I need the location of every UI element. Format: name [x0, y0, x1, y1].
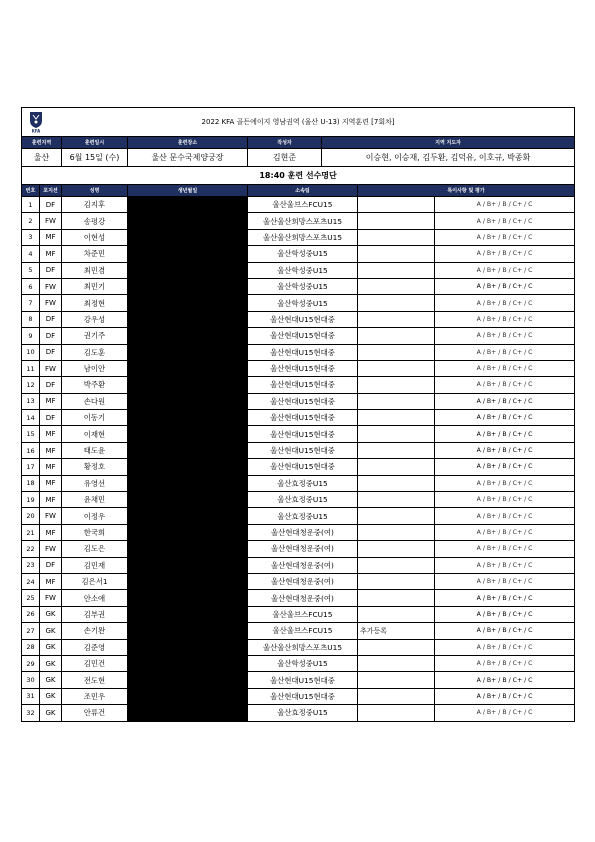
player-name: 박주환 [62, 377, 128, 393]
player-name: 최민기 [62, 278, 128, 294]
player-name: 전도현 [62, 672, 128, 688]
player-dob-redacted [128, 508, 248, 524]
player-name: 송평강 [62, 213, 128, 229]
col-header-position: 포지션 [40, 185, 62, 197]
player-team: 울산효정중U15 [248, 705, 358, 721]
player-eval-scale: A / B+ / B / C+ / C [435, 541, 575, 557]
player-name: 안류건 [62, 705, 128, 721]
player-name: 김준영 [62, 639, 128, 655]
page-title: 2022 KFA 골든에이지 영남권역 (울산 U-13) 지역훈련 [7회차] [201, 118, 395, 126]
player-position: MF [40, 524, 62, 540]
player-name: 윤채민 [62, 492, 128, 508]
player-number: 30 [22, 672, 40, 688]
player-team: 울산울브스FCU15 [248, 197, 358, 213]
player-name: 김은서1 [62, 573, 128, 589]
player-position: MF [40, 426, 62, 442]
player-position: MF [40, 246, 62, 262]
player-number: 12 [22, 377, 40, 393]
list-header-row [22, 185, 575, 197]
player-name: 김민건 [62, 655, 128, 671]
player-dob-redacted [128, 426, 248, 442]
player-name: 안소애 [62, 590, 128, 606]
table-row [22, 410, 575, 426]
table-row [22, 360, 575, 376]
player-team: 울산현대U15현대중 [248, 442, 358, 458]
player-eval-scale: A / B+ / B / C+ / C [435, 377, 575, 393]
player-note [358, 672, 435, 688]
player-number: 28 [22, 639, 40, 655]
table-row [22, 705, 575, 721]
table-row [22, 492, 575, 508]
player-number: 32 [22, 705, 40, 721]
table-row [22, 672, 575, 688]
player-number: 2 [22, 213, 40, 229]
player-note [358, 573, 435, 589]
player-team: 울산학성중U15 [248, 246, 358, 262]
table-row [22, 393, 575, 409]
player-position: GK [40, 688, 62, 704]
player-dob-redacted [128, 623, 248, 639]
player-position: GK [40, 705, 62, 721]
player-note [358, 344, 435, 360]
player-position: FW [40, 541, 62, 557]
player-position: DF [40, 262, 62, 278]
player-name: 차준민 [62, 246, 128, 262]
table-row [22, 688, 575, 704]
player-eval-scale: A / B+ / B / C+ / C [435, 410, 575, 426]
col-header-dob: 생년월일 [128, 185, 248, 197]
player-team: 울산현대U15현대중 [248, 410, 358, 426]
player-position: FW [40, 508, 62, 524]
session-title: 18:40 훈련 선수명단 [22, 167, 575, 185]
player-name: 최민겸 [62, 262, 128, 278]
info-author: 김현준 [248, 149, 322, 167]
player-eval-scale: A / B+ / B / C+ / C [435, 426, 575, 442]
info-header-datetime: 훈련일시 [62, 137, 128, 149]
player-eval-scale: A / B+ / B / C+ / C [435, 590, 575, 606]
player-eval-scale: A / B+ / B / C+ / C [435, 229, 575, 245]
table-row [22, 229, 575, 245]
col-header-no: 번호 [22, 185, 40, 197]
player-dob-redacted [128, 246, 248, 262]
player-eval-scale: A / B+ / B / C+ / C [435, 197, 575, 213]
player-note [358, 278, 435, 294]
player-eval-scale: A / B+ / B / C+ / C [435, 705, 575, 721]
player-team: 울산현대청운중(여) [248, 590, 358, 606]
player-position: GK [40, 655, 62, 671]
player-note [358, 508, 435, 524]
player-eval-scale: A / B+ / B / C+ / C [435, 557, 575, 573]
player-dob-redacted [128, 639, 248, 655]
col-header-team: 소속팀 [248, 185, 358, 197]
player-name: 김부권 [62, 606, 128, 622]
player-note [358, 328, 435, 344]
player-number: 4 [22, 246, 40, 262]
player-dob-redacted [128, 197, 248, 213]
player-number: 18 [22, 475, 40, 491]
player-note [358, 410, 435, 426]
player-number: 31 [22, 688, 40, 704]
player-dob-redacted [128, 328, 248, 344]
player-eval-scale: A / B+ / B / C+ / C [435, 344, 575, 360]
col-header-notes: 특이사항 및 평가 [358, 185, 575, 197]
table-row [22, 344, 575, 360]
player-number: 9 [22, 328, 40, 344]
player-team: 울산현대U15현대중 [248, 393, 358, 409]
player-team: 울산울산희망스포츠U15 [248, 639, 358, 655]
player-dob-redacted [128, 492, 248, 508]
player-dob-redacted [128, 393, 248, 409]
player-dob-redacted [128, 573, 248, 589]
table-row [22, 655, 575, 671]
player-eval-scale: A / B+ / B / C+ / C [435, 442, 575, 458]
col-header-name: 성명 [62, 185, 128, 197]
player-number: 7 [22, 295, 40, 311]
player-team: 울산현대U15현대중 [248, 459, 358, 475]
player-note [358, 606, 435, 622]
player-team: 울산현대청운중(여) [248, 573, 358, 589]
player-team: 울산울브스FCU15 [248, 623, 358, 639]
player-dob-redacted [128, 262, 248, 278]
player-number: 5 [22, 262, 40, 278]
player-team: 울산학성중U15 [248, 655, 358, 671]
player-name: 손기완 [62, 623, 128, 639]
table-row [22, 311, 575, 327]
player-name: 이동기 [62, 410, 128, 426]
info-header-author: 작성자 [248, 137, 322, 149]
table-row [22, 426, 575, 442]
player-name: 조민우 [62, 688, 128, 704]
player-name: 강우성 [62, 311, 128, 327]
player-position: MF [40, 229, 62, 245]
player-eval-scale: A / B+ / B / C+ / C [435, 328, 575, 344]
player-eval-scale: A / B+ / B / C+ / C [435, 672, 575, 688]
player-note [358, 655, 435, 671]
player-dob-redacted [128, 590, 248, 606]
player-note [358, 426, 435, 442]
table-row [22, 278, 575, 294]
table-row [22, 573, 575, 589]
player-eval-scale: A / B+ / B / C+ / C [435, 311, 575, 327]
player-position: DF [40, 197, 62, 213]
player-dob-redacted [128, 524, 248, 540]
player-eval-scale: A / B+ / B / C+ / C [435, 475, 575, 491]
table-row [22, 442, 575, 458]
logo-text: KFA [31, 128, 41, 133]
info-header-coaches: 지역 지도자 [322, 137, 575, 149]
player-note [358, 229, 435, 245]
player-dob-redacted [128, 377, 248, 393]
player-position: FW [40, 295, 62, 311]
player-team: 울산현대U15현대중 [248, 426, 358, 442]
player-eval-scale: A / B+ / B / C+ / C [435, 688, 575, 704]
player-number: 19 [22, 492, 40, 508]
player-position: GK [40, 639, 62, 655]
player-name: 태도윤 [62, 442, 128, 458]
player-note [358, 590, 435, 606]
player-number: 16 [22, 442, 40, 458]
table-row [22, 590, 575, 606]
player-number: 3 [22, 229, 40, 245]
player-eval-scale: A / B+ / B / C+ / C [435, 492, 575, 508]
player-number: 29 [22, 655, 40, 671]
player-dob-redacted [128, 672, 248, 688]
player-number: 14 [22, 410, 40, 426]
player-eval-scale: A / B+ / B / C+ / C [435, 459, 575, 475]
player-eval-scale: A / B+ / B / C+ / C [435, 508, 575, 524]
info-region: 울산 [22, 149, 62, 167]
player-team: 울산효정중U15 [248, 508, 358, 524]
player-team: 울산현대청운중(여) [248, 557, 358, 573]
player-note [358, 459, 435, 475]
player-note [358, 377, 435, 393]
player-note [358, 541, 435, 557]
player-note [358, 311, 435, 327]
player-dob-redacted [128, 344, 248, 360]
player-dob-redacted [128, 459, 248, 475]
player-dob-redacted [128, 295, 248, 311]
player-eval-scale: A / B+ / B / C+ / C [435, 393, 575, 409]
player-dob-redacted [128, 311, 248, 327]
title-cell [22, 108, 575, 137]
player-name: 유영선 [62, 475, 128, 491]
player-dob-redacted [128, 705, 248, 721]
player-team: 울산울브스FCU15 [248, 606, 358, 622]
player-eval-scale: A / B+ / B / C+ / C [435, 623, 575, 639]
table-row [22, 541, 575, 557]
player-note [358, 492, 435, 508]
player-team: 울산현대U15현대중 [248, 344, 358, 360]
player-number: 27 [22, 623, 40, 639]
player-team: 울산울산희망스포츠U15 [248, 229, 358, 245]
player-eval-scale: A / B+ / B / C+ / C [435, 213, 575, 229]
training-roster-sheet [21, 107, 574, 722]
player-number: 22 [22, 541, 40, 557]
player-team: 울산현대U15현대중 [248, 311, 358, 327]
player-dob-redacted [128, 688, 248, 704]
player-team: 울산현대U15현대중 [248, 377, 358, 393]
player-number: 26 [22, 606, 40, 622]
player-position: MF [40, 393, 62, 409]
player-note [358, 557, 435, 573]
player-position: DF [40, 557, 62, 573]
player-position: DF [40, 344, 62, 360]
player-position: DF [40, 328, 62, 344]
player-note [358, 639, 435, 655]
player-name: 김도은 [62, 541, 128, 557]
player-number: 23 [22, 557, 40, 573]
player-dob-redacted [128, 541, 248, 557]
player-number: 25 [22, 590, 40, 606]
player-note [358, 393, 435, 409]
player-eval-scale: A / B+ / B / C+ / C [435, 524, 575, 540]
player-position: MF [40, 442, 62, 458]
player-position: DF [40, 410, 62, 426]
player-number: 13 [22, 393, 40, 409]
player-position: FW [40, 213, 62, 229]
player-eval-scale: A / B+ / B / C+ / C [435, 262, 575, 278]
player-team: 울산효정중U15 [248, 492, 358, 508]
player-name: 한국희 [62, 524, 128, 540]
table-row [22, 459, 575, 475]
player-team: 울산현대청운중(여) [248, 524, 358, 540]
player-team: 울산현대청운중(여) [248, 541, 358, 557]
player-note [358, 295, 435, 311]
player-name: 최정현 [62, 295, 128, 311]
player-team: 울산학성중U15 [248, 262, 358, 278]
player-eval-scale: A / B+ / B / C+ / C [435, 606, 575, 622]
player-team: 울산학성중U15 [248, 295, 358, 311]
player-number: 20 [22, 508, 40, 524]
info-header-venue: 훈련장소 [128, 137, 248, 149]
player-number: 21 [22, 524, 40, 540]
table-row [22, 295, 575, 311]
player-eval-scale: A / B+ / B / C+ / C [435, 278, 575, 294]
player-position: MF [40, 492, 62, 508]
player-name: 이정우 [62, 508, 128, 524]
player-team: 울산울산희망스포츠U15 [248, 213, 358, 229]
table-row [22, 328, 575, 344]
player-position: GK [40, 606, 62, 622]
table-row [22, 508, 575, 524]
player-number: 1 [22, 197, 40, 213]
player-name: 이재현 [62, 426, 128, 442]
player-number: 15 [22, 426, 40, 442]
player-note [358, 262, 435, 278]
player-position: MF [40, 475, 62, 491]
player-note [358, 442, 435, 458]
player-team: 울산현대U15현대중 [248, 360, 358, 376]
table-row [22, 557, 575, 573]
player-eval-scale: A / B+ / B / C+ / C [435, 573, 575, 589]
player-position: MF [40, 573, 62, 589]
player-position: FW [40, 590, 62, 606]
player-number: 17 [22, 459, 40, 475]
player-note [358, 688, 435, 704]
player-name: 김민재 [62, 557, 128, 573]
player-position: GK [40, 623, 62, 639]
player-team: 울산학성중U15 [248, 278, 358, 294]
player-position: DF [40, 377, 62, 393]
player-number: 10 [22, 344, 40, 360]
player-note [358, 213, 435, 229]
player-position: DF [40, 311, 62, 327]
player-dob-redacted [128, 229, 248, 245]
player-team: 울산효정중U15 [248, 475, 358, 491]
player-dob-redacted [128, 557, 248, 573]
player-name: 남이안 [62, 360, 128, 376]
table-row [22, 623, 575, 639]
player-position: MF [40, 459, 62, 475]
table-row [22, 377, 575, 393]
player-name: 이현성 [62, 229, 128, 245]
player-number: 8 [22, 311, 40, 327]
player-note [358, 197, 435, 213]
table-row [22, 213, 575, 229]
player-team: 울산현대U15현대중 [248, 328, 358, 344]
player-name: 권기주 [62, 328, 128, 344]
player-eval-scale: A / B+ / B / C+ / C [435, 246, 575, 262]
player-team: 울산현대U15현대중 [248, 672, 358, 688]
player-dob-redacted [128, 475, 248, 491]
table-row [22, 475, 575, 491]
player-position: GK [40, 672, 62, 688]
info-header-row [22, 137, 575, 149]
player-eval-scale: A / B+ / B / C+ / C [435, 639, 575, 655]
player-eval-scale: A / B+ / B / C+ / C [435, 295, 575, 311]
player-dob-redacted [128, 606, 248, 622]
player-eval-scale: A / B+ / B / C+ / C [435, 655, 575, 671]
info-datetime: 6월 15일 (수) [62, 149, 128, 167]
kfa-logo-icon [27, 111, 45, 133]
player-dob-redacted [128, 442, 248, 458]
player-number: 11 [22, 360, 40, 376]
player-note [358, 246, 435, 262]
player-note [358, 705, 435, 721]
player-dob-redacted [128, 278, 248, 294]
player-dob-redacted [128, 213, 248, 229]
info-venue: 울산 문수국제양궁장 [128, 149, 248, 167]
table-row [22, 246, 575, 262]
info-coaches: 이승현, 이승재, 김두환, 김덕유, 이호규, 박종화 [322, 149, 575, 167]
player-dob-redacted [128, 410, 248, 426]
roster-table [21, 107, 575, 722]
info-value-row [22, 149, 575, 167]
player-note [358, 524, 435, 540]
table-row [22, 606, 575, 622]
player-dob-redacted [128, 360, 248, 376]
player-name: 손다원 [62, 393, 128, 409]
table-row [22, 197, 575, 213]
player-note [358, 475, 435, 491]
player-eval-scale: A / B+ / B / C+ / C [435, 360, 575, 376]
player-note [358, 360, 435, 376]
player-name: 김도훈 [62, 344, 128, 360]
table-row [22, 524, 575, 540]
player-team: 울산현대U15현대중 [248, 688, 358, 704]
player-position: FW [40, 278, 62, 294]
player-number: 24 [22, 573, 40, 589]
table-row [22, 262, 575, 278]
player-name: 황정호 [62, 459, 128, 475]
player-note: 추가등록 [358, 623, 435, 639]
player-position: FW [40, 360, 62, 376]
player-name: 김지후 [62, 197, 128, 213]
player-number: 6 [22, 278, 40, 294]
player-dob-redacted [128, 655, 248, 671]
table-row [22, 639, 575, 655]
info-header-region: 훈련지역 [22, 137, 62, 149]
